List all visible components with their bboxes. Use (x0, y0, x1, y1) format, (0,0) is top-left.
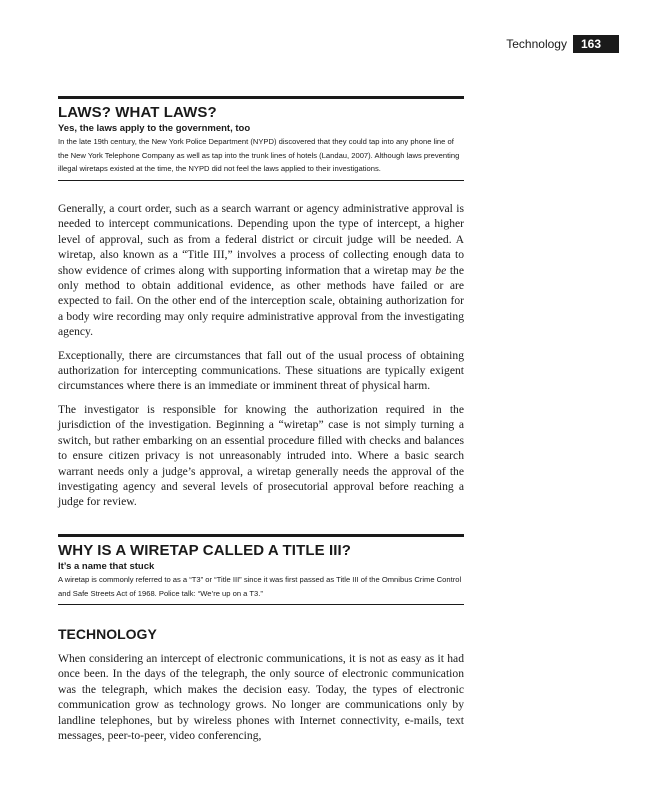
body-text-run: Generally, a court order, such as a search warrant or agency administrative approval is needed to intercept communications. Depending upon the type of intercept, a higher level of approval, such as from a federal district or circuit judge will be needed. A wiretap, also known as a “Title III,” involves a process of collecting enough data to show evidence of crimes along with supporting information that a wiretap may (58, 202, 464, 277)
body-paragraph: When considering an intercept of electronic communications, it is not as easy as it had once been. In the days of the telegraph, the only source of electronic communication was the telegraph, which makes the decision easy. Today, the types of electronic communication grow as technology grows. No longer are communications only by landline telephones, but by wireless phones with Internet connectivity, e-mails, text messages, peer-to-peer, video conferencing, (58, 652, 464, 743)
emphasis-text: be (435, 263, 447, 277)
body-text (58, 201, 464, 518)
box-text: In the late 19th century, the New York Police Department (NYPD) discovered that they could tap into any phone line of the New York Telephone Company as well as tap into the trunk lines of hotels (Landau, 2007). Although laws preventing illegal wiretaps existed at the time, the NYPD did not feel the laws applied to their investigations. (58, 137, 460, 173)
section-heading: TECHNOLOGY (58, 626, 157, 642)
body-paragraph: The investigator is responsible for knowing the authorization required in the jurisdiction of the investigation. Beginning a “wiretap” case is not simply turning a switch, but rather embarking on an essential procedure filled with checks and balances to ensure citizen privacy is not unreasonably intruded into. Where a basic search warrant needs only a judge’s approval, a wiretap generally needs the approval of the investigating agency and several levels of prosecutorial approval before reaching a judge for review. (58, 402, 464, 509)
sidebar-box-laws (58, 96, 464, 181)
body-paragraph (58, 201, 464, 340)
technology-section (58, 625, 464, 751)
body-text-run: the only method to obtain additional evidence, as other methods have failed or are expected to fail. On the other end of the interception scale, obtaining authorization for a body wire recording may only require administrative approval from the investigating agency. (58, 263, 464, 339)
sidebar-box-title-iii (58, 534, 464, 605)
running-head (506, 35, 619, 53)
box-title: LAWS? WHAT LAWS? (58, 104, 217, 121)
box-subtitle: Yes, the laws apply to the government, too (58, 123, 251, 134)
box-text: A wiretap is commonly referred to as a “T3” or “Title III” since it was first passed as Title III of the Omnibus Crime Control and Safe Streets Act of 1968. Police talk: “We’re up on a T3.” (58, 575, 462, 598)
box-subtitle: It’s a name that stuck (58, 561, 155, 572)
page-number: 163 (573, 35, 619, 53)
running-head-section: Technology (506, 37, 567, 51)
body-paragraph: Exceptionally, there are circumstances that fall out of the usual process of obtaining authorization for intercepting communications. These situations are typically exigent circumstances where there is an immediate or imminent threat of physical harm. (58, 348, 464, 393)
box-title: WHY IS A WIRETAP CALLED A TITLE III? (58, 542, 352, 559)
